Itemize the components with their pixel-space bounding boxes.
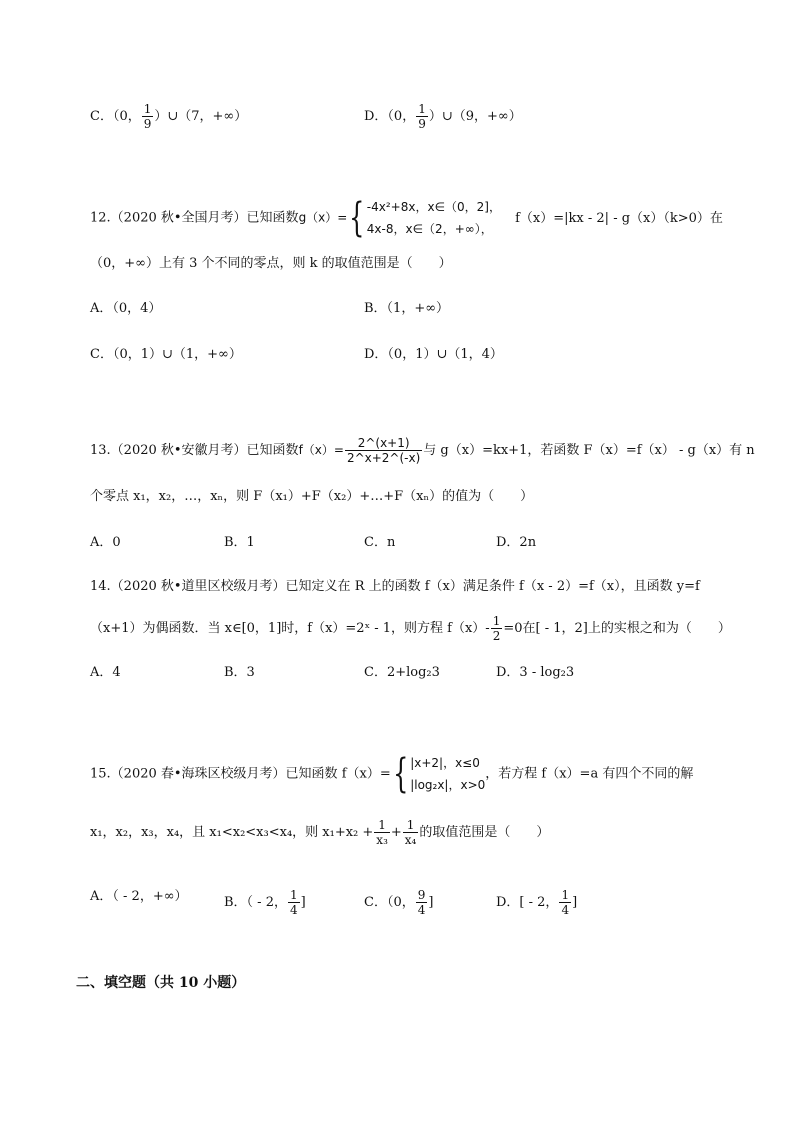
q14-option-a: A．4 xyxy=(90,665,121,680)
fraction: $\frac{1}{\text{x₃}}$ xyxy=(376,818,388,847)
q15-stem-line2: x₁，x₂，x₃，x₄，且 x₁<x₂<x₃<x₄，则 x₁+x₂ + $\frac{1}{\text{x₃}}$ + $\frac{1}{\text{x₄}}$ 的取值范围是（ ） xyxy=(90,818,550,847)
q12-stem-line1: 12.（2020 秋•全国月考）已知函数g（x）={ -4x²+8x，x∈（0，2]， 4x-8，x∈（2，+∞）， f（x）=|kx - 2| - g（x）（k>0）在 xyxy=(90,195,723,241)
q12-option-b: B．（1，+∞） xyxy=(364,301,450,316)
q15-option-b: B．（ - 2， $\frac{1}{4}$ ] xyxy=(224,888,306,917)
piecewise-cases: -4x²+8x，x∈（0，2]， 4x-8，x∈（2，+∞）， xyxy=(366,200,501,236)
fraction: $\frac{9}{4}$ xyxy=(417,888,426,917)
q13-option-a: A．0 xyxy=(90,535,121,550)
q14-stem-line2: （x+1）为偶函数．当 x∈[0，1]时，f（x）=2ˣ - 1，则方程 f（x）- $\frac{1}{2}$ =0在[ - 1，2]上的实根之和为（ ） xyxy=(90,614,731,643)
q13-stem-line2: 个零点 x₁，x₂，…，xₙ，则 F（x₁）+F（x₂）+…+F（xₙ）的值为（ ） xyxy=(90,489,534,504)
q12-stem-line2: （0，+∞）上有 3 个不同的零点，则 k 的取值范围是（ ） xyxy=(90,256,452,271)
fraction: $\frac{1}{2}$ xyxy=(492,614,501,643)
q13-option-d: D．2n xyxy=(496,535,537,550)
fraction: $\frac{1}{4}$ xyxy=(561,888,570,917)
piecewise-cases: |x+2|，x≤0 |log₂x|，x>0 xyxy=(410,756,486,792)
q13-option-c: C．n xyxy=(364,535,396,550)
q14-stem-line1: 14.（2020 秋•道里区校级月考）已知定义在 R 上的函数 f（x）满足条件 f（x - 2）=f（x），且函数 y=f xyxy=(90,579,700,594)
q15-option-d: D．[ - 2， $\frac{1}{4}$ ] xyxy=(496,888,578,917)
fraction: $\frac{2\^{}(x+1)}{2\^{}x+2\^{}(-x)}$ xyxy=(346,436,421,465)
q12-option-c: C．（0，1）∪（1，+∞） xyxy=(90,347,242,362)
section-heading: 二、填空题（共 10 小题） xyxy=(76,975,246,991)
q12-option-d: D．（0，1）∪（1，4） xyxy=(364,347,503,362)
q12-option-a: A．（0，4） xyxy=(90,301,162,316)
q11-option-c: C．（0， $\frac{1}{9}$ ）∪（7，+∞） xyxy=(90,102,248,131)
fraction: $\frac{1}{9}$ xyxy=(418,102,426,131)
q11-option-d: D．（0， $\frac{1}{9}$ ）∪（9，+∞） xyxy=(364,102,522,131)
fraction: $\frac{1}{4}$ xyxy=(289,888,298,917)
q13-option-b: B．1 xyxy=(224,535,255,550)
q14-option-d: D．3 - log₂3 xyxy=(496,665,575,680)
q15-option-a: A．（ - 2，+∞） xyxy=(90,889,188,904)
q15-option-c: C．（0， $\frac{9}{4}$ ] xyxy=(364,888,434,917)
fraction: $\frac{1}{\text{x₄}}$ xyxy=(404,818,417,847)
fraction: $\frac{1}{9}$ xyxy=(143,102,152,131)
q13-stem-line1: 13.（2020 秋•安徽月考）已知函数f（x）= $\frac{2\^{}(x+1)}{2\^{}x+2\^{}(-x)}$ 与 g（x）=kx+1，若函数 F（x）=f（x） - g（x）有 n xyxy=(90,436,755,465)
brace-icon: { xyxy=(392,751,409,797)
brace-icon: { xyxy=(349,195,365,241)
q15-stem-line1: 15.（2020 春•海珠区校级月考）已知函数 f（x）={ |x+2|，x≤0 |log₂x|，x>0 ，若方程 f（x）=a 有四个不同的解 xyxy=(90,751,694,797)
q14-option-c: C．2+log₂3 xyxy=(364,665,440,680)
q14-option-b: B．3 xyxy=(224,665,255,680)
